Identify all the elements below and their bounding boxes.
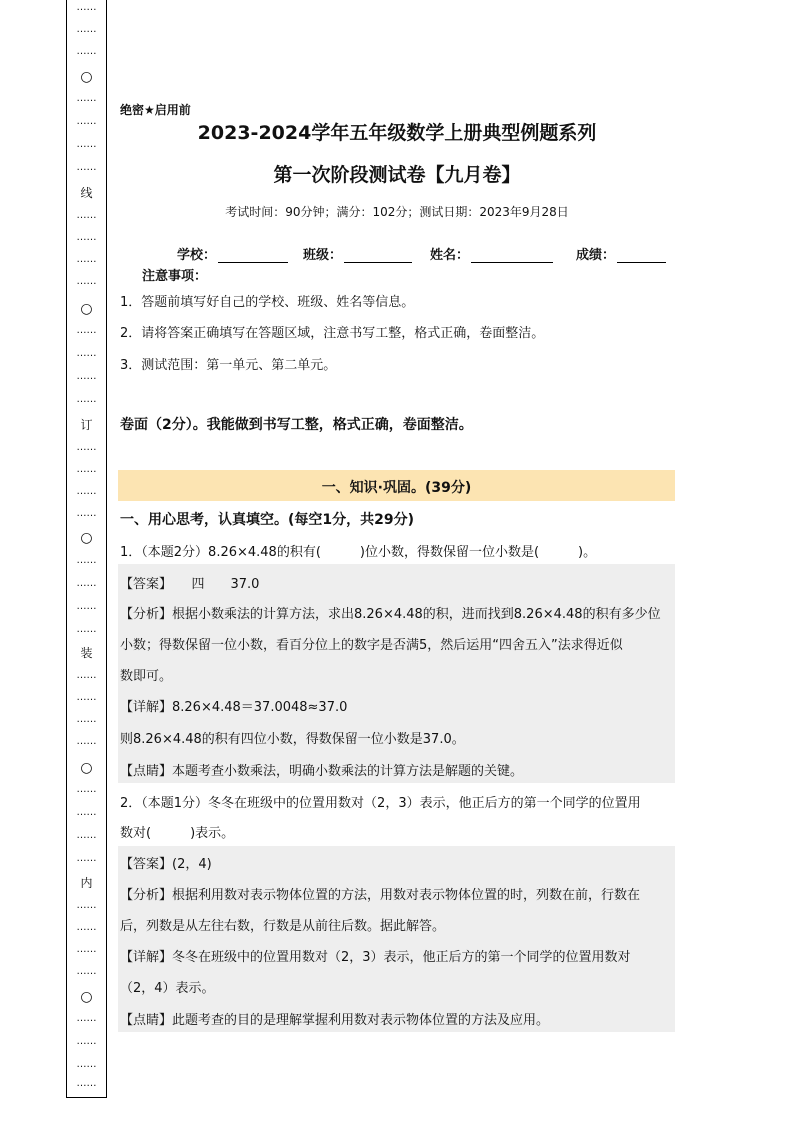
exam-info: 考试时间：90分钟；满分：102分；测试日期：2023年9月28日 (225, 205, 569, 219)
binding-circle: ○ (80, 530, 93, 546)
question-1-answer: 【答案】 四 37.0 (120, 577, 260, 592)
question-2-detail: 【详解】冬冬在班级中的位置用数对（2，3）表示，他正后方的第一个同学的位置用数对 (120, 950, 631, 965)
notes-title: 注意事项： (142, 269, 208, 284)
binding-dots: …… (76, 24, 97, 35)
binding-dots: …… (76, 232, 97, 243)
question-1-analysis: 数即可。 (120, 669, 173, 684)
question-1-point: 【点睛】本题考查小数乘法，明确小数乘法的计算方法是解题的关键。 (120, 764, 524, 779)
class-label: 班级： (303, 248, 343, 263)
question-1-analysis: 【分析】根据小数乘法的计算方法，求出8.26×4.48的积，进而找到8.26×4.48的积有多少位 (120, 607, 661, 622)
question-1-detail: 则8.26×4.48的积有四位小数，得数保留一位小数是37.0。 (120, 732, 465, 747)
binding-dots: …… (76, 1013, 97, 1024)
binding-dots: …… (76, 139, 97, 150)
binding-dots: …… (76, 714, 97, 725)
name-blank[interactable] (471, 250, 553, 263)
binding-dots: …… (76, 578, 97, 589)
page-subtitle: 第一次阶段测试卷【九月卷】 (273, 164, 521, 186)
question-2-solution (118, 846, 675, 1032)
note-item: 3．测试范围：第一单元、第二单元。 (120, 358, 337, 373)
binding-dots: …… (76, 254, 97, 265)
question-2-detail: （2，4）表示。 (120, 981, 215, 996)
note-item: 1．答题前填写好自己的学校、班级、姓名等信息。 (120, 295, 415, 310)
binding-dots: …… (76, 2, 97, 13)
binding-dots: …… (76, 784, 97, 795)
binding-dots: …… (76, 394, 97, 405)
binding-circle: ○ (80, 989, 93, 1005)
binding-circle: ○ (80, 760, 93, 776)
binding-dots: …… (76, 325, 97, 336)
binding-dots: …… (76, 922, 97, 933)
binding-dots: …… (76, 46, 97, 57)
question-2-stem: 2．（本题1分）冬冬在班级中的位置用数对（2，3）表示，他正后方的第一个同学的位置用 (120, 796, 641, 811)
binding-word-bind: 订 (80, 418, 93, 432)
binding-dots: …… (76, 508, 97, 519)
neatness-statement: 卷面（2分）。我能做到书写工整，格式正确，卷面整洁。 (120, 417, 473, 433)
question-2-analysis: 后，列数是从左往右数，行数是从前往后数。据此解答。 (120, 919, 446, 934)
binding-dots: …… (76, 736, 97, 747)
binding-dots: …… (76, 692, 97, 703)
name-label: 姓名： (430, 248, 470, 263)
binding-word-inner: 内 (80, 876, 93, 890)
question-2-answer: 【答案】(2，4) (120, 857, 212, 872)
binding-dots: …… (76, 944, 97, 955)
binding-dots: …… (76, 442, 97, 453)
class-blank[interactable] (344, 250, 412, 263)
note-item: 2．请将答案正确填写在答题区域，注意书写工整，格式正确，卷面整洁。 (120, 326, 545, 341)
binding-word-fasten: 装 (80, 646, 93, 660)
binding-dots: …… (76, 210, 97, 221)
binding-dots: …… (76, 601, 97, 612)
question-1-solution (118, 564, 675, 783)
question-1-stem: 1．（本题2分）8.26×4.48的积有( )位小数，得数保留一位小数是( )。 (120, 545, 597, 560)
binding-dots: …… (76, 486, 97, 497)
score-label: 成绩： (576, 248, 616, 263)
binding-dots: …… (76, 93, 97, 104)
binding-dots: …… (76, 900, 97, 911)
school-blank[interactable] (218, 250, 288, 263)
binding-dots: …… (76, 1059, 97, 1070)
class-field[interactable] (303, 244, 412, 263)
section-header (118, 470, 675, 501)
question-2-analysis: 【分析】根据利用数对表示物体位置的方法，用数对表示物体位置的时，列数在前，行数在 (120, 888, 641, 903)
score-blank[interactable] (617, 250, 666, 263)
question-1-analysis: 小数；得数保留一位小数，看百分位上的数字是否满5，然后运用“四舍五入”法求得近似 (120, 638, 623, 653)
question-1-detail: 【详解】8.26×4.48＝37.0048≈37.0 (120, 700, 348, 715)
school-field[interactable] (177, 244, 288, 263)
part-title: 一、用心思考，认真填空。(每空1分，共29分) (120, 512, 415, 528)
binding-dots: …… (76, 555, 97, 566)
question-2-stem: 数对( )表示。 (120, 826, 235, 841)
page-title: 2023-2024学年五年级数学上册典型例题系列 (197, 122, 597, 144)
name-field[interactable] (430, 244, 553, 263)
binding-circle: ○ (80, 69, 93, 85)
binding-dots: …… (76, 162, 97, 173)
binding-dots: …… (76, 1036, 97, 1047)
binding-dots: …… (76, 853, 97, 864)
question-2-point: 【点睛】此题考查的目的是理解掌握利用数对表示物体位置的方法及应用。 (120, 1013, 550, 1028)
confidential-label: 绝密★启用前 (120, 103, 191, 117)
score-field[interactable] (576, 244, 666, 263)
section-title: 一、知识·巩固。(39分) (321, 480, 472, 496)
binding-dots: …… (76, 966, 97, 977)
binding-circle: ○ (80, 301, 93, 317)
binding-word-line: 线 (80, 186, 93, 200)
binding-dots: …… (76, 276, 97, 287)
binding-dots: …… (76, 464, 97, 475)
binding-dots: …… (76, 371, 97, 382)
binding-dots: …… (76, 670, 97, 681)
binding-dots: …… (76, 807, 97, 818)
binding-dots: …… (76, 830, 97, 841)
binding-dots: …… (76, 348, 97, 359)
binding-dots: …… (76, 1078, 97, 1089)
binding-dots: …… (76, 116, 97, 127)
school-label: 学校： (177, 248, 217, 263)
binding-dots: …… (76, 624, 97, 635)
